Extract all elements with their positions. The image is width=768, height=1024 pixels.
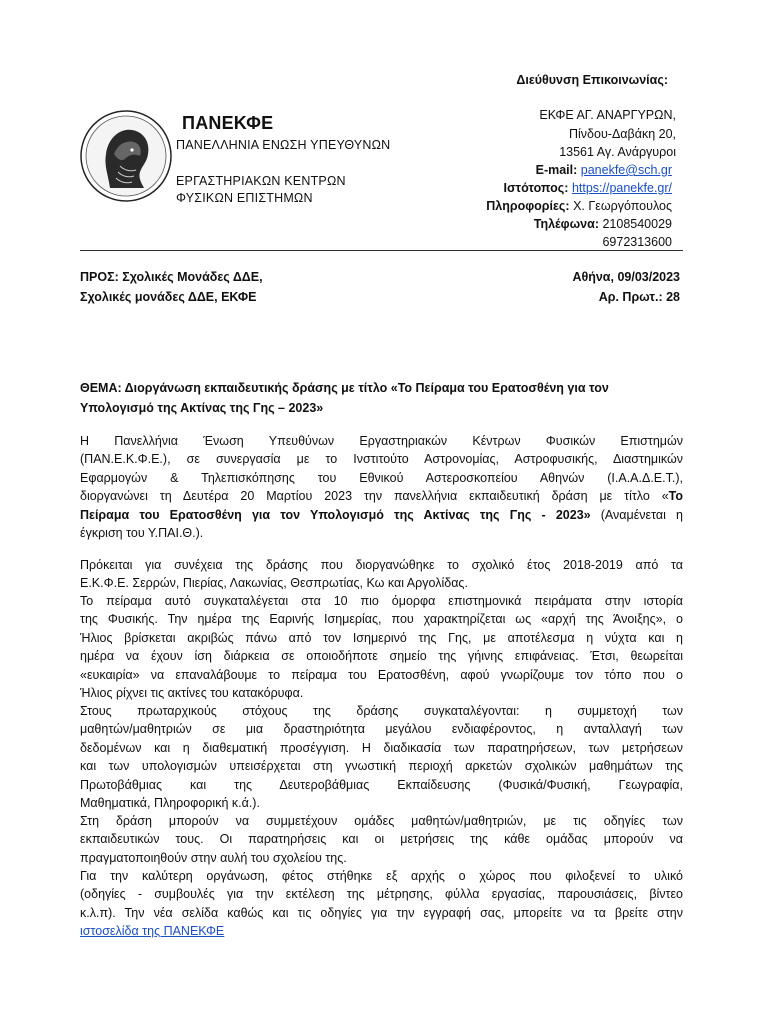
org-line-3: ΦΥΣΙΚΩΝ ΕΠΙΣΤΗΜΩΝ	[176, 191, 313, 205]
website-row	[504, 181, 672, 195]
website-label: Ιστότοπος:	[503, 181, 569, 195]
phone-1: 2108540029	[602, 217, 672, 231]
p4-line-5: Πρωτοβάθμιας και της Δευτεροβάθμιας Εκπαίδευσης (Φυσικά/Φυσική, Γεωγραφία,	[80, 777, 683, 792]
p2-line-2: Ε.Κ.Φ.Ε. Σερρών, Πιερίας, Λακωνίας, Θεσπρωτίας, Κω και Αργολίδας.	[80, 576, 468, 591]
p1-line-6: έγκριση του Υ.ΠΑΙ.Θ.).	[80, 526, 204, 541]
p1-line-4	[80, 487, 683, 505]
info-label: Πληροφορίες:	[486, 199, 570, 213]
p1-line-3: Εφαρμογών & Τηλεπισκόπησης του Εθνικού Αστεροσκοπείου Αθηνών (Ι.Α.Α.Δ.Ε.Τ.),	[80, 470, 683, 485]
paragraph-1	[80, 432, 683, 542]
address-line-3: 13561 Αγ. Ανάργυροι	[559, 145, 676, 159]
p5-line-3: πραγματοποιηθούν στην αυλή του σχολείου της.	[80, 850, 347, 865]
info-row	[486, 199, 672, 213]
p5-line-1: Στη δράση μπορούν να συμμετέχουν ομάδες μαθητών/μαθητριών, με τις οδηγίες των	[80, 814, 683, 828]
org-line-1: ΠΑΝΕΛΛΗΝΙΑ ΕΝΩΣΗ ΥΠΕΥΘΥΝΩΝ	[176, 138, 391, 152]
p3-line-1: Το πείραμα αυτό συγκαταλέγεται στα 10 πιο όμορφα επιστημονικά πειράματα στην ιστορία	[80, 594, 683, 608]
phone-label: Τηλέφωνα:	[533, 217, 599, 231]
p3-line-4: ημέρα να έχουν ίση διάρκεια σε οποιοδήποτε σημείο της γήινης επιφάνειας. Έτσι, θεωρείται	[80, 649, 683, 664]
p1-line-5	[80, 506, 683, 524]
email-link[interactable]: panekfe@sch.gr	[580, 163, 672, 177]
p1-line-4-text: διοργανώνει τη Δευτέρα 20 Μαρτίου 2023 την πανελλήνια εκπαιδευτική δράση με τίτλο «	[80, 489, 669, 504]
p4-line-4: και των υπολογισμών υπεισέρχεται στη γνωστική περιοχή αρκετών σχολικών μαθημάτων της	[80, 759, 683, 774]
p1-title-start: Το	[668, 489, 683, 504]
info-value: Χ. Γεωργόπουλος	[573, 199, 672, 213]
panekfe-website-link[interactable]: ιστοσελίδα της ΠΑΝΕΚΦΕ	[80, 924, 225, 939]
paragraph-3	[80, 592, 683, 702]
p6-line-2: (οδηγίες - συμβουλές για την εκτέλεση της μέτρησης, φύλλα εργασίας, παρουσιάσεις, βίντεο	[80, 887, 683, 902]
p5-line-2: εκπαιδευτικών τους. Οι παρατηρήσεις και οι μετρήσεις της κάθε ομάδας μπορούν να	[80, 832, 683, 847]
panekfe-logo	[80, 110, 172, 202]
p6-line-1: Για την καλύτερη οργάνωση, φέτος στήθηκε εξ αρχής ο χώρος που φιλοξενεί το υλικό	[80, 869, 683, 883]
email-row	[536, 163, 672, 177]
recipient-line-1: ΠΡΟΣ: Σχολικές Μονάδες ΔΔΕ,	[80, 270, 263, 284]
p6-line-4	[80, 922, 683, 940]
p3-line-3: Ήλιος βρίσκεται ακριβώς πάνω από τον Ισημερινό της Γης, με αποτέλεσμα η νύχτα και η	[80, 630, 683, 645]
paragraph-4	[80, 702, 683, 812]
paragraph-5	[80, 812, 683, 867]
p3-line-5: «ευκαιρία» να επαναλάβουμε το πείραμα του Ερατοσθένη, αφού γνωρίζουμε τον τόπο που ο	[80, 667, 683, 682]
header-divider	[80, 250, 683, 251]
p1-title-rest: Πείραμα του Ερατοσθένη για τον Υπολογισμό της Ακτίνας της Γης - 2023»	[80, 507, 591, 522]
recipient-line-2: Σχολικές μονάδες ΔΔΕ, ΕΚΦΕ	[80, 290, 257, 304]
subject: ΘΕΜΑ: Διοργάνωση εκπαιδευτικής δράσης με τίτλο «Το Πείραμα του Ερατοσθένη για τον Υπολογισμό της Ακτίνας της Γης – 2023»	[80, 381, 609, 415]
p1-tail: (Αναμένεται η	[590, 507, 684, 522]
p2-line-1: Πρόκειται για συνέχεια της δράσης που διοργανώθηκε το σχολικό έτος 2018-2019 από τα	[80, 558, 683, 572]
address-line-2: Πίνδου-Δαβάκη 20,	[568, 127, 676, 141]
p1-line-1: Η Πανελλήνια Ένωση Υπευθύνων Εργαστηριακών Κέντρων Φυσικών Επιστημών	[80, 434, 683, 448]
email-label: E-mail:	[535, 163, 578, 177]
contact-title: Διεύθυνση Επικοινωνίας:	[516, 73, 668, 87]
date: Αθήνα, 09/03/2023	[572, 270, 680, 284]
address-line-1: ΕΚΦΕ ΑΓ. ΑΝΑΡΓΥΡΩΝ,	[539, 108, 676, 122]
p4-line-6: Μαθηματικά, Πληροφορική κ.ά.).	[80, 796, 260, 811]
p4-line-3: δεδομένων και η διαθεματική προσέγγιση. Η διαδικασία των παρατηρήσεων, των μετρήσεων	[80, 740, 683, 755]
org-line-2: ΕΡΓΑΣΤΗΡΙΑΚΩΝ ΚΕΝΤΡΩΝ	[176, 174, 346, 188]
p1-line-2: (ΠΑΝ.Ε.Κ.Φ.Ε.), σε συνεργασία με το Ινστιτούτο Αστρονομίας, Αστροφυσικής, Διαστημικών	[80, 452, 683, 467]
paragraph-2	[80, 556, 683, 593]
website-link[interactable]: https://panekfe.gr/	[571, 181, 672, 195]
org-short-name: ΠΑΝΕΚΦΕ	[182, 113, 274, 133]
p4-line-2: μαθητών/μαθητριών σε μια δραστηριότητα μεγάλου ενδιαφέροντος, η ανταλλαγή των	[80, 722, 683, 737]
p4-line-1: Στους πρωταρχικούς στόχους της δράσης συγκαταλέγονται: η συμμετοχή των	[80, 704, 683, 718]
p3-line-2: της Φυσικής. Την ημέρα της Εαρινής Ισημερίας, που χαρακτηρίζεται ως «αρχή της Άνοιξης», ο	[80, 612, 683, 627]
p6-line-3: κ.λ.π). Την νέα σελίδα καθώς και τις οδηγίες για την εγγραφή σας, μπορείτε να τα βρείτε στην	[80, 905, 683, 920]
p3-line-6: Ήλιος ρίχνει τις ακτίνες του κατακόρυφα.	[80, 686, 304, 701]
phone-2: 6972313600	[602, 235, 672, 249]
protocol-number: Αρ. Πρωτ.: 28	[598, 290, 680, 304]
paragraph-6	[80, 867, 683, 941]
phone-row	[534, 217, 672, 231]
